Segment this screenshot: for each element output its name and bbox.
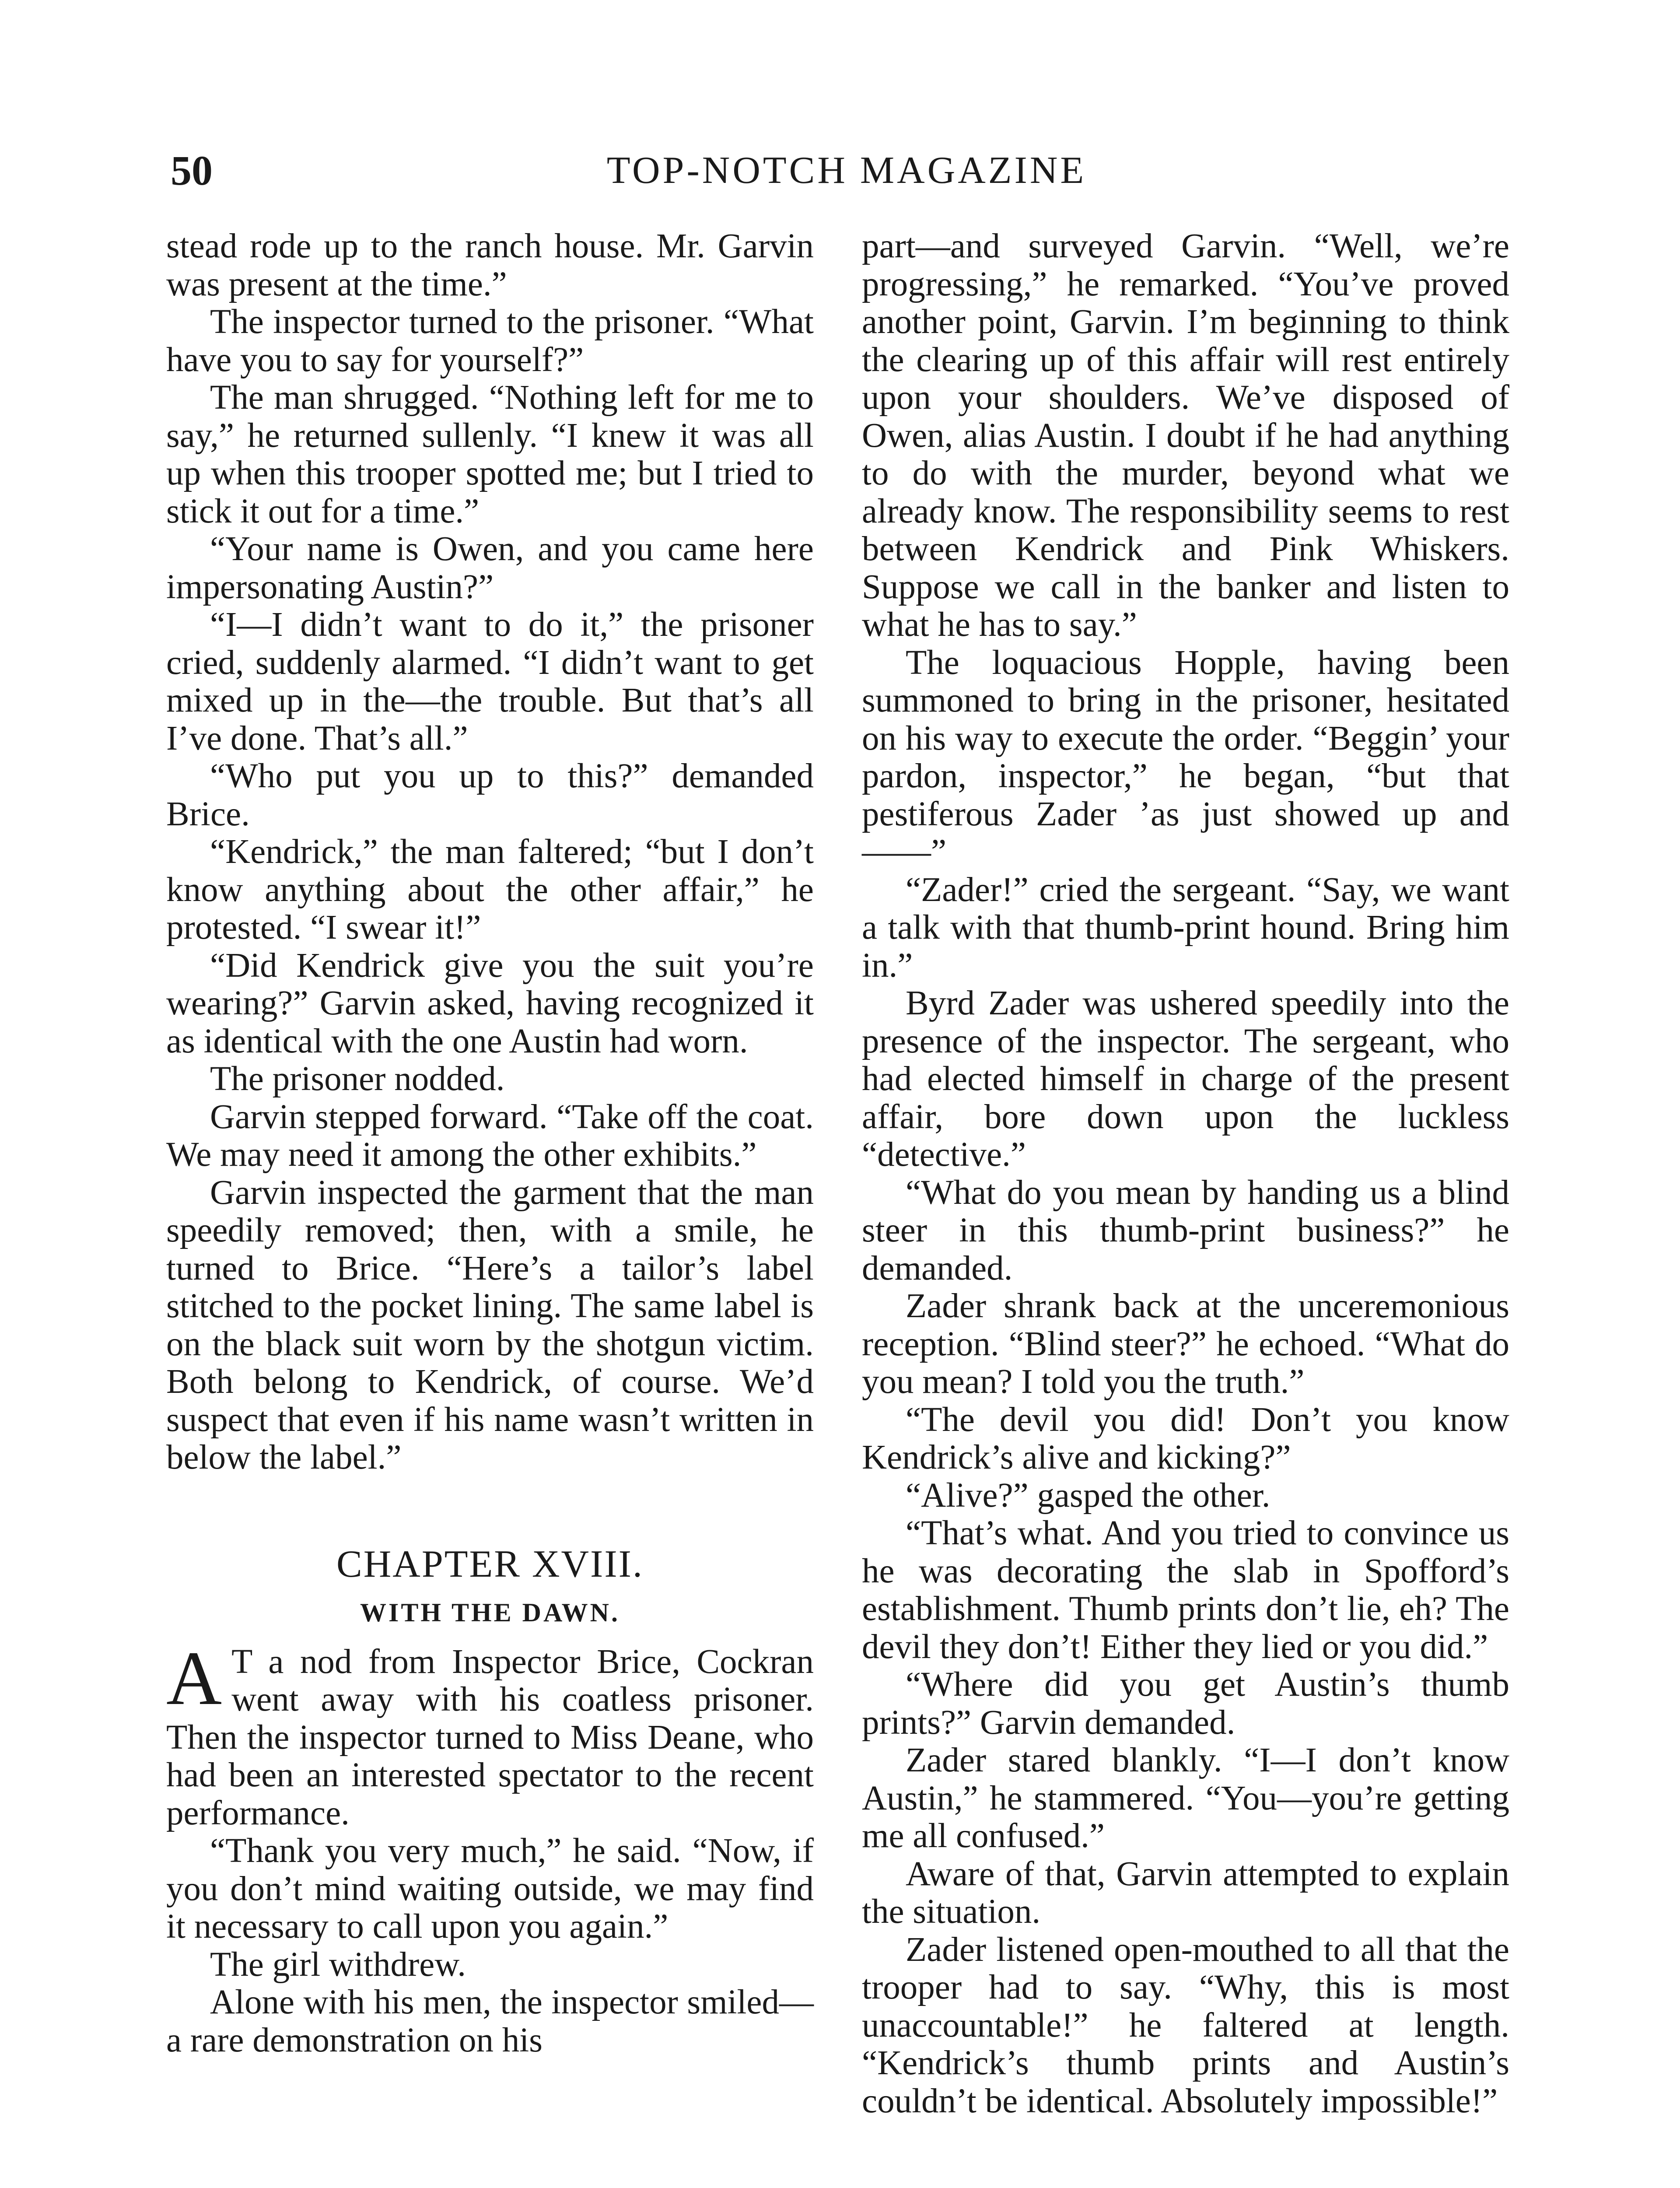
right-column [862, 228, 1509, 2120]
paragraph: Zader shrank back at the unceremonious reception. “Blind steer?” he echoed. “What do you mean? I told you the truth.” [862, 1287, 1509, 1401]
page-header [171, 144, 1522, 197]
paragraph: Zader stared blankly. “I—I don’t know Austin,” he stammered. “You—you’re getting me all confused.” [862, 1741, 1509, 1855]
paragraph: The prisoner nodded. [210, 1060, 505, 1098]
drop-cap: A [166, 1635, 222, 1721]
chapter-title: CHAPTER XVIII. [336, 1543, 644, 1585]
paragraph: Byrd Zader was ushered speedily into the presence of the inspector. The sergeant, who had elected himself in charge of the present affair, bore down upon the luckless “detective.” [862, 984, 1509, 1174]
paragraph: “Where did you get Austin’s thumb prints?” Garvin demanded. [862, 1666, 1509, 1742]
chapter-opening-paragraph [166, 1635, 814, 1833]
paragraph: “Thank you very much,” he said. “Now, if you don’t mind waiting outside, we may find it necessary to call upon you again.” [166, 1832, 814, 1946]
paragraph: “Did Kendrick give you the suit you’re wearing?” Garvin asked, having recognized it as identical with the one Austin had worn. [166, 946, 814, 1060]
chapter-opening-text: T a nod from Inspector Brice, Cockran went away with his coatless prisoner. Then the inspector turned to Miss Deane, who had been an interested spectator to the recent performance. [166, 1642, 814, 1832]
page-number: 50 [171, 147, 213, 194]
paragraph: “Kendrick,” the man faltered; “but I don’t know anything about the other affair,” he protested. “I swear it!” [166, 833, 814, 947]
paragraph: Garvin inspected the garment that the man speedily removed; then, with a smile, he turned to Brice. “Here’s a tailor’s label stitched to the pocket lining. The same label is on the black suit worn by the shotgun victim. Both belong to Kendrick, of course. We’d suspect that even if his name wasn’t written in below the label.” [166, 1173, 814, 1476]
chapter-subtitle: WITH THE DAWN. [360, 1598, 620, 1627]
paragraph: “Alive?” gasped the other. [906, 1476, 1270, 1515]
paragraph: “The devil you did! Don’t you know Kendrick’s alive and kicking?” [862, 1400, 1509, 1476]
paragraph: Zader listened open-mouthed to all that the trooper had to say. “Why, this is most unaccountable!” he faltered at length. “Kendrick’s thumb prints and Austin’s couldn’t be identical. Absolutely impossible!” [862, 1930, 1509, 2120]
paragraph: stead rode up to the ranch house. Mr. Garvin was present at the time.” [166, 227, 814, 303]
paragraph: Aware of that, Garvin attempted to explain the situation. [862, 1855, 1509, 1931]
paragraph: “What do you mean by handing us a blind steer in this thumb-print business?” he demanded. [862, 1173, 1509, 1287]
running-head: TOP-NOTCH MAGAZINE [606, 149, 1087, 192]
paragraph: “I—I didn’t want to do it,” the prisoner cried, suddenly alarmed. “I didn’t want to get mixed up in the—the trouble. But that’s all I’ve done. That’s all.” [166, 606, 814, 757]
paragraph: “Your name is Owen, and you came here impersonating Austin?” [166, 530, 814, 606]
paragraph: “Zader!” cried the sergeant. “Say, we want a talk with that thumb-print hound. Bring him in.” [862, 870, 1509, 985]
paragraph: part—and surveyed Garvin. “Well, we’re progressing,” he remarked. “You’ve proved another point, Garvin. I’m beginning to think the clearing up of this affair will rest entirely upon your shoulders. We’ve disposed of Owen, alias Austin. I doubt if he had anything to do with the murder, beyond what we already know. The responsibility seems to rest between Kendrick and Pink Whiskers. Suppose we call in the banker and listen to what he has to say.” [862, 227, 1509, 644]
paragraph: The inspector turned to the prisoner. “What have you to say for yourself?” [166, 303, 814, 379]
paragraph: “That’s what. And you tried to convince us he was decorating the slab in Spofford’s establishment. Thumb prints don’t lie, eh? The devil they don’t! Either they lied or you did.” [862, 1514, 1509, 1666]
paragraph: The girl withdrew. [210, 1945, 466, 1984]
paragraph: The loquacious Hopple, having been summoned to bring in the prisoner, hesitated on his way to execute the order. “Beggin’ your pardon, inspector,” he began, “but that pestiferous Zader ’as just showed up and——” [862, 643, 1509, 871]
left-column [166, 228, 814, 2059]
paragraph: Alone with his men, the inspector smiled—a rare demonstration on his [166, 1983, 814, 2059]
paragraph: The man shrugged. “Nothing left for me to say,” he returned sullenly. “I knew it was all up when this trooper spotted me; but I tried to stick it out for a time.” [166, 379, 814, 530]
paragraph: “Who put you up to this?” demanded Brice. [166, 757, 814, 833]
paragraph: Garvin stepped forward. “Take off the coat. We may need it among the other exhibits.” [166, 1098, 814, 1174]
